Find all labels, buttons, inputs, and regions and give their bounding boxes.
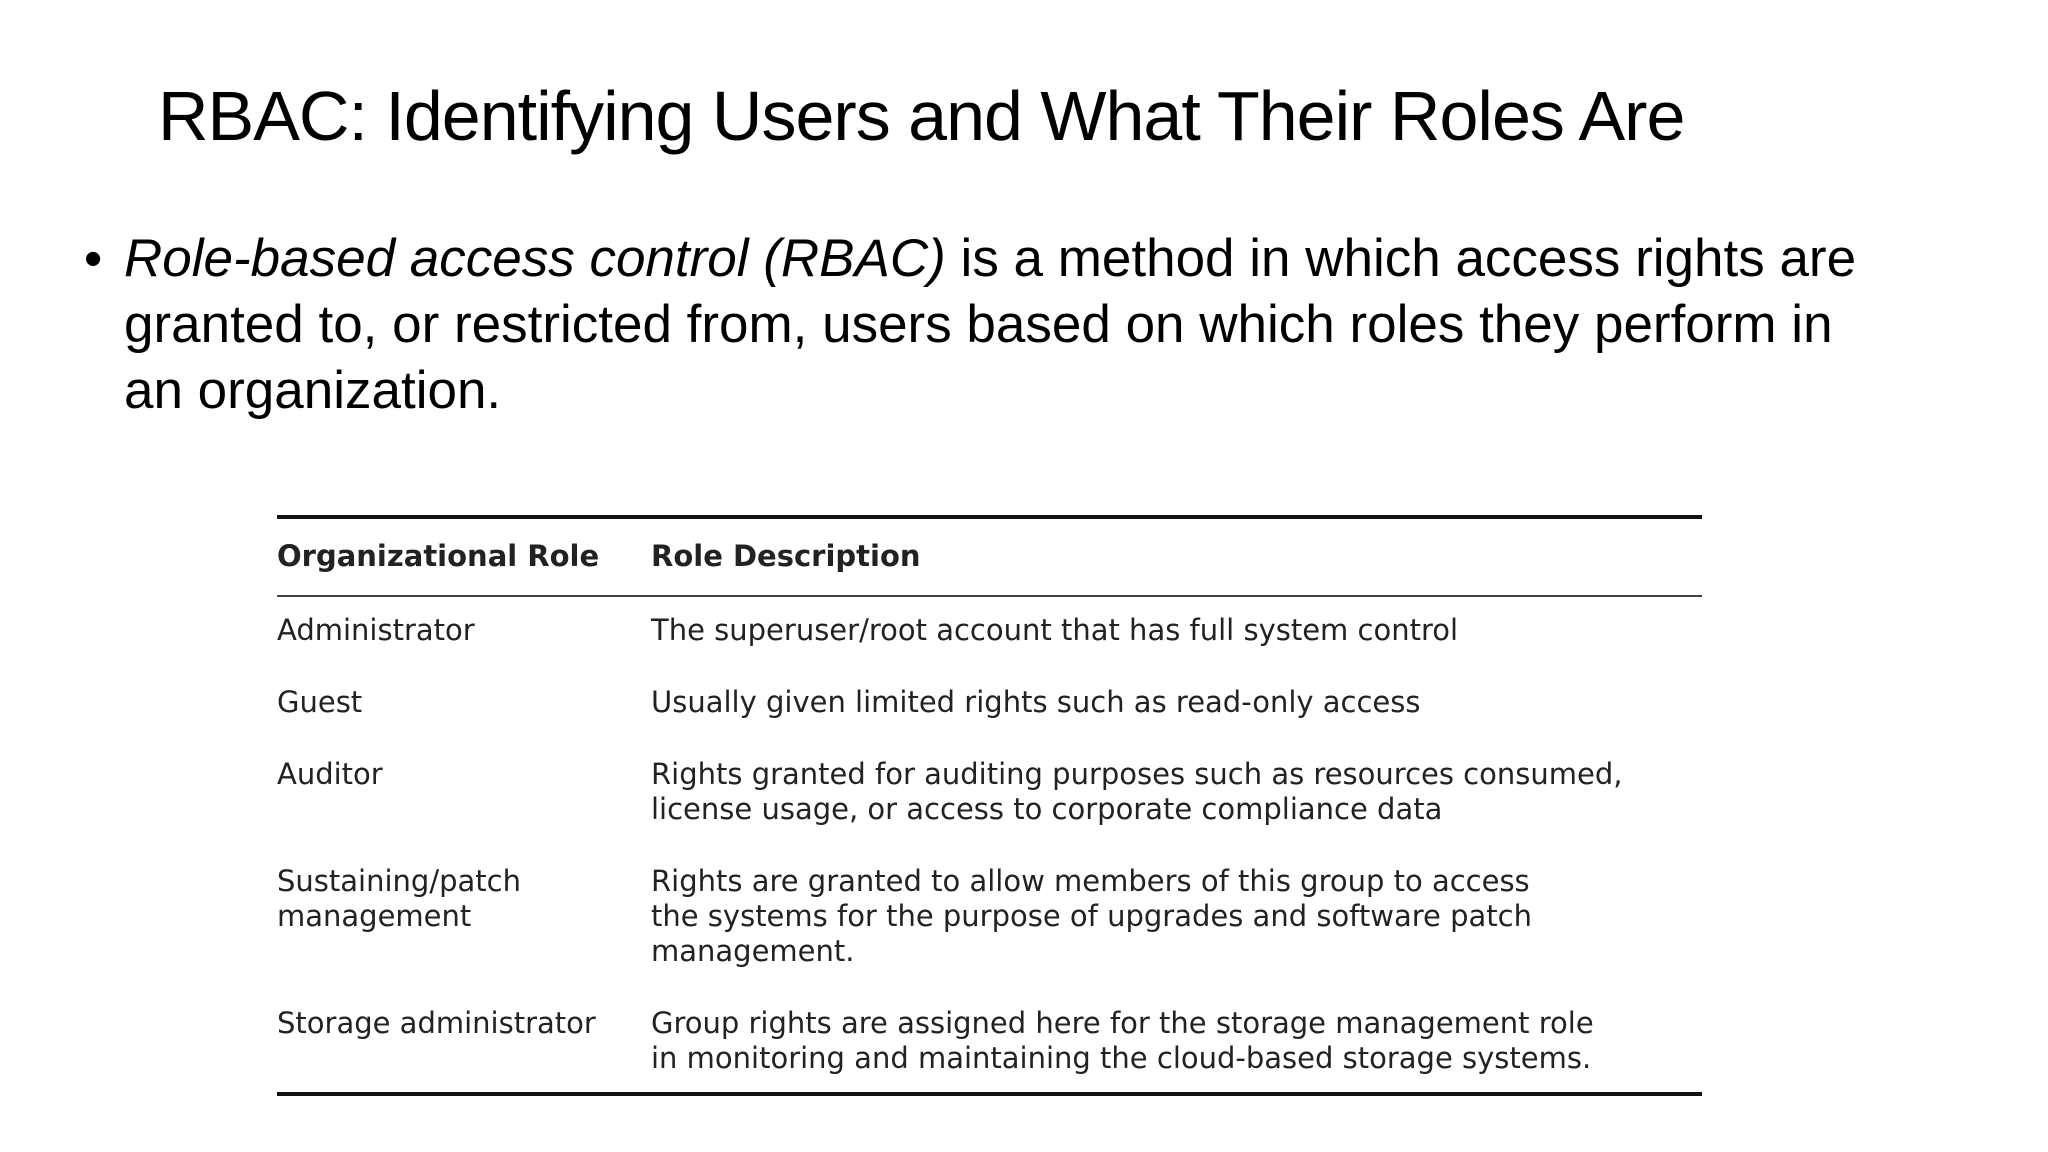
role-line: Storage administrator bbox=[277, 1006, 596, 1040]
description-line: license usage, or access to corporate compliance data bbox=[651, 792, 1443, 826]
description-line: Usually given limited rights such as read-only access bbox=[651, 685, 1421, 719]
description-line: Rights are granted to allow members of this group to access bbox=[651, 864, 1530, 898]
roles-table bbox=[277, 515, 1702, 1096]
table-row bbox=[277, 671, 1702, 743]
description-cell bbox=[651, 596, 1702, 671]
description-line: in monitoring and maintaining the cloud-based storage systems. bbox=[651, 1041, 1592, 1075]
description-cell bbox=[651, 850, 1702, 992]
description-cell bbox=[651, 743, 1702, 850]
role-line: Guest bbox=[277, 685, 363, 719]
description-cell bbox=[651, 992, 1702, 1094]
bullet-text bbox=[124, 226, 1904, 424]
description-cell bbox=[651, 671, 1702, 743]
rbac-term: Role-based access control (RBAC) bbox=[124, 229, 946, 288]
table-header-row bbox=[277, 517, 1702, 596]
roles-table-container bbox=[277, 515, 1702, 1096]
role-line: management bbox=[277, 899, 472, 933]
table-row bbox=[277, 743, 1702, 850]
description-line: management. bbox=[651, 934, 855, 968]
header-role-description: Role Description bbox=[651, 539, 921, 573]
table-row bbox=[277, 850, 1702, 992]
description-line: Rights granted for auditing purposes such as resources consumed, bbox=[651, 757, 1623, 791]
role-line: Auditor bbox=[277, 757, 383, 791]
header-organizational-role: Organizational Role bbox=[277, 539, 600, 573]
role-cell bbox=[277, 850, 651, 992]
bullet-marker: • bbox=[84, 230, 103, 288]
role-cell bbox=[277, 671, 651, 743]
role-cell bbox=[277, 743, 651, 850]
slide-title: RBAC: Identifying Users and What Their Roles Are bbox=[158, 77, 1685, 155]
role-line: Administrator bbox=[277, 613, 475, 647]
table-row bbox=[277, 596, 1702, 671]
description-line: Group rights are assigned here for the storage management role bbox=[651, 1006, 1594, 1040]
rbac-definition: is a method in which access rights are granted to, or restricted from, users based on which roles they perform in an organization. bbox=[124, 229, 1857, 420]
description-line: the systems for the purpose of upgrades and software patch bbox=[651, 899, 1532, 933]
description-line: The superuser/root account that has full system control bbox=[651, 613, 1459, 647]
role-cell bbox=[277, 992, 651, 1094]
role-line: Sustaining/patch bbox=[277, 864, 521, 898]
role-cell bbox=[277, 596, 651, 671]
table-row bbox=[277, 992, 1702, 1094]
